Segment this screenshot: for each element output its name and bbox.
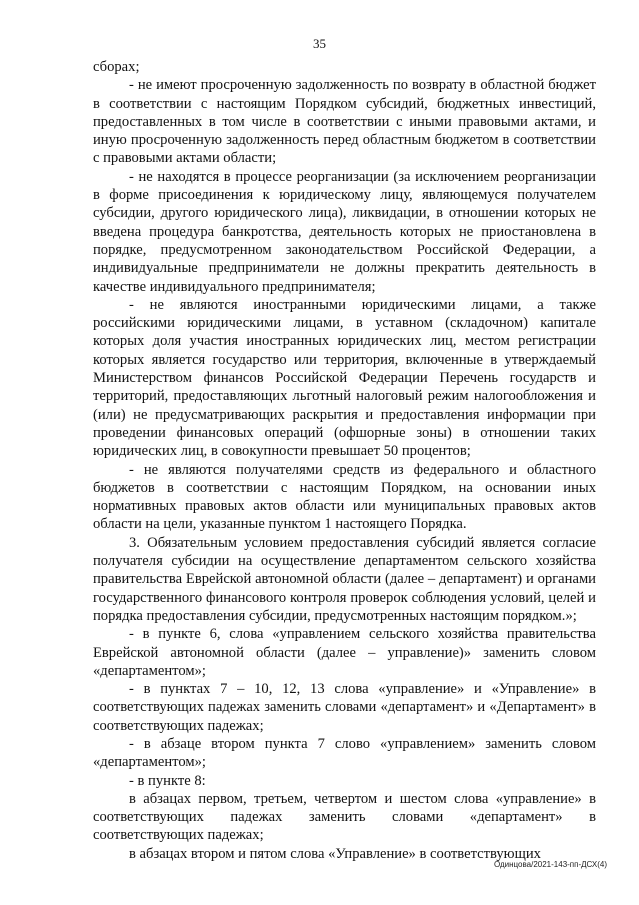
paragraph-11: в абзацах первом, третьем, четвертом и шестом слова «управление» в соответствующих падежах заменить словами «департамент» в соответствующих падежах; (93, 790, 596, 844)
paragraph-9: - в абзаце втором пункта 7 слово «управлением» заменить словом «департаментом»; (93, 735, 596, 771)
paragraph-3: - не находятся в процессе реорганизации (за исключением реорганизации в форме присоединения к юридическому лицу, являющемуся получателем субсидии, другого юридического лица), ликвидации, в отношении которых не введена процедура банкротства, деятельность которых не приостановлена в порядке, предусмотренном законодательством Российской Федерации, а индивидуальные предприниматели не должны прекратить деятельность в качестве индивидуального предпринимателя; (93, 168, 596, 295)
paragraph-4: - не являются иностранными юридическими лицами, а также российскими юридическими лицами, в уставном (складочном) капитале которых доля участия иностранных юридических лиц, местом регистрации которых является государство или территория, включенные в утверждаемый Министерством финансов Российской Федерации Перечень государств и территорий, предоставляющих льготный налоговый режим налогообложения и (или) не предусматривающих раскрытия и предоставления информации при проведении финансовых операций (офшорные зоны) в отношении таких юридических лиц, в совокупности превышает 50 процентов; (93, 296, 596, 460)
paragraph-7: - в пункте 6, слова «управлением сельского хозяйства правительства Еврейской автономной области (далее – управление)» заменить словом «департаментом»; (93, 626, 596, 679)
paragraph-6: 3. Обязательным условием предоставления субсидий является согласие получателя субсидии на осуществление департаментом сельского хозяйства правительства Еврейской автономной области (далее – департамент) и органами государственного финансового контроля проверок соблюдения условий, целей и порядка предоставления субсидии, предусмотренных настоящим порядком.»; (93, 534, 596, 624)
paragraph-8: - в пунктах 7 – 10, 12, 13 слова «управление» и «Управление» в соответствующих падежах заменить словами «департамент» и «Департамент» в соответствующих падежах; (93, 681, 596, 734)
document-footer-code: Одинцова/2021-143-пп-ДСХ(4) (493, 860, 607, 869)
paragraph-12: в абзацах втором и пятом слова «Управление» в соответствующих (129, 845, 541, 862)
document-body (93, 58, 596, 863)
paragraph-10: - в пункте 8: (129, 772, 206, 789)
page-number: 35 (313, 36, 326, 51)
paragraph-2: - не имеют просроченную задолженность по возврату в областной бюджет в соответствии с настоящим Порядком субсидий, бюджетных инвестиций, предоставленных в том числе в соответствии с иными правовыми актами, и иную просроченную задолженность перед областным бюджетом в соответствии с правовыми актами области; (93, 77, 596, 167)
paragraph-5: - не являются получателями средств из федерального и областного бюджетов в соответствии с настоящим Порядком, на основании иных нормативных правовых актов области или муниципальных правовых актов области на цели, указанные пунктом 1 настоящего Порядка. (93, 461, 596, 533)
paragraph-1: сборах; (93, 59, 140, 75)
